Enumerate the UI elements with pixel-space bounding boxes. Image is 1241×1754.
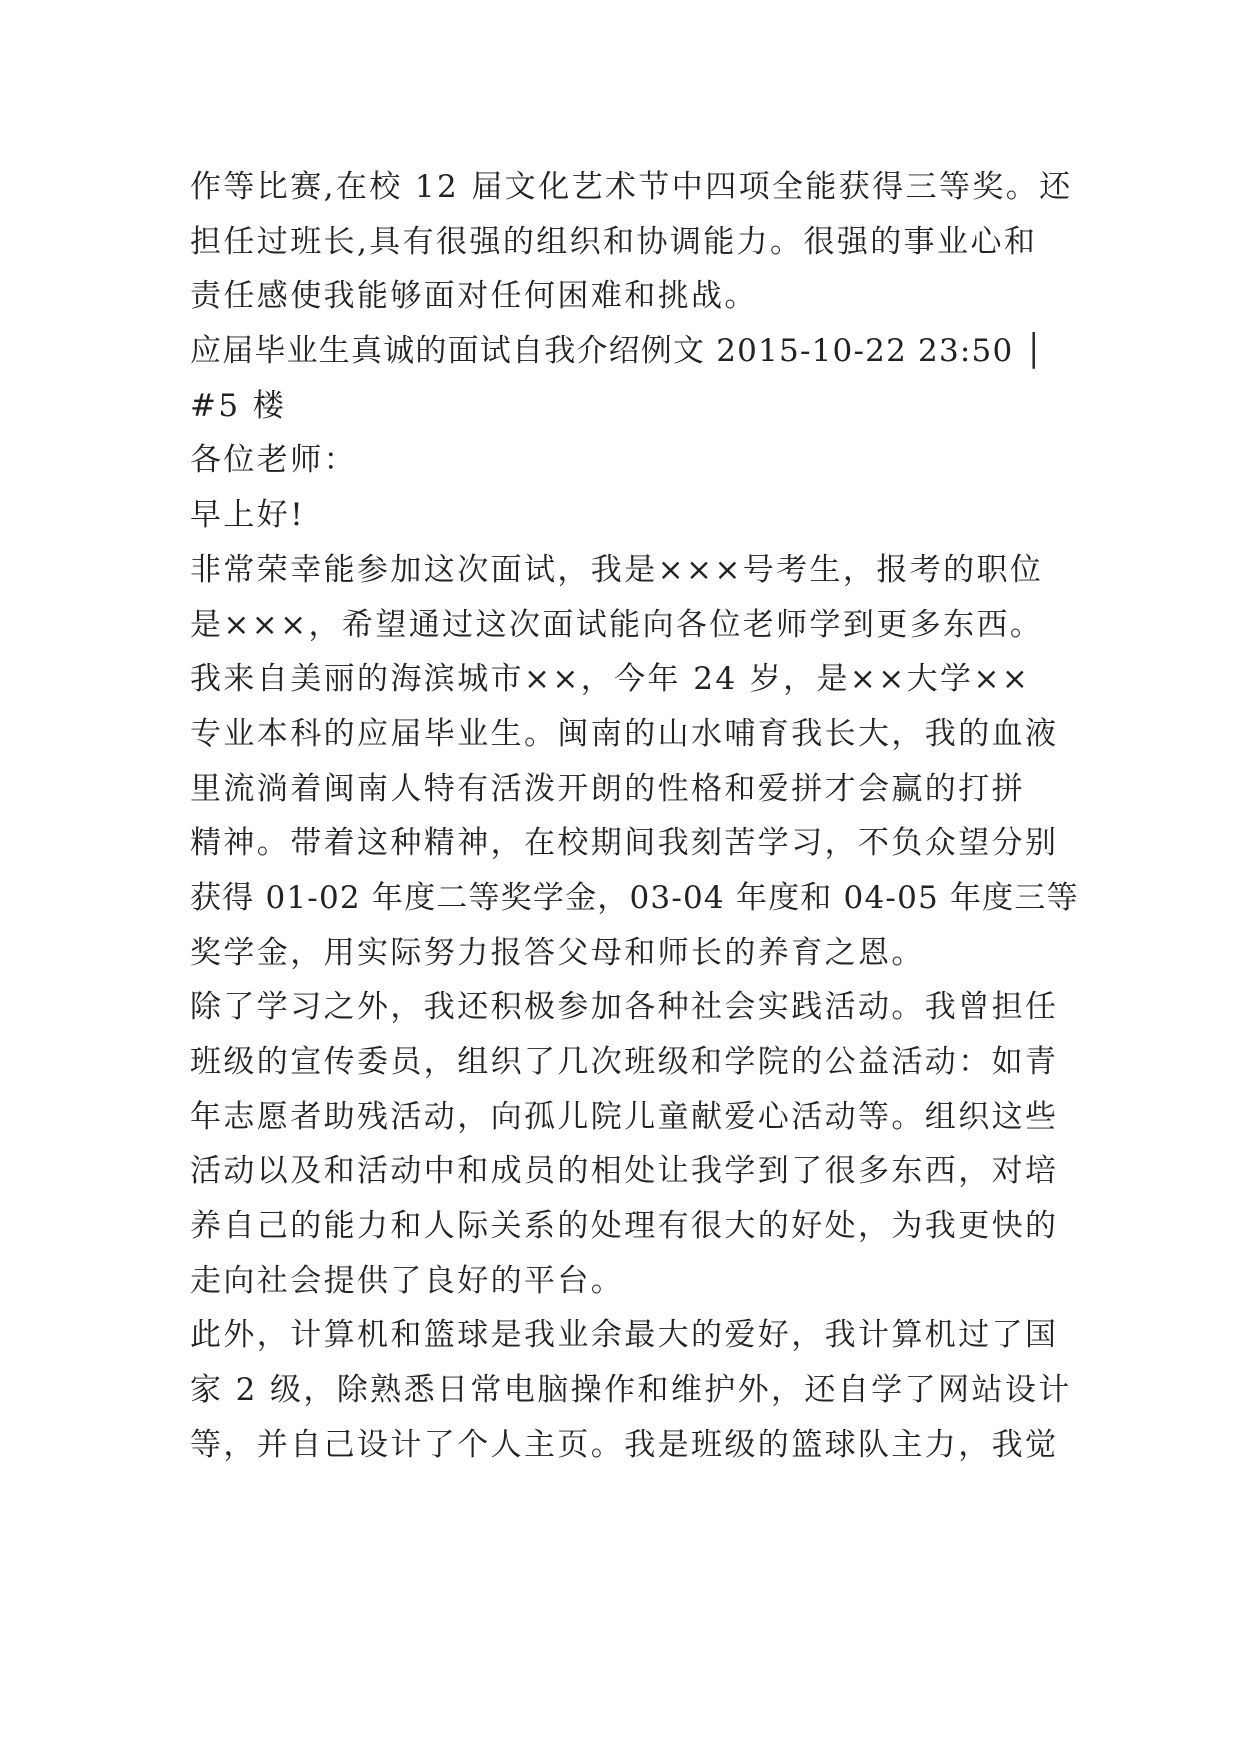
text-line: 获得 01-02 年度二等奖学金，03-04 年度和 04-05 年度三等 [190,879,1079,916]
greeting: 早上好! [190,497,306,534]
text-line: 除了学习之外，我还积极参加各种社会实践活动。我曾担任 [190,989,1059,1026]
text-line: 等，并自己设计了个人主页。我是班级的篮球队主力，我觉 [190,1426,1059,1463]
text-line: 里流淌着闽南人特有活泼开朗的性格和爱拼才会赢的打拼 [190,770,1025,807]
post-title-line: 应届毕业生真诚的面试自我介绍例文 2015-10-22 23:50 │ [190,333,1045,370]
text-line: 非常荣幸能参加这次面试，我是×××号考生，报考的职位 [190,551,1044,588]
text-line: 作等比赛,在校 12 届文化艺术节中四项全能获得三等奖。还 [190,169,1073,205]
text-line: 是×××，希望通过这次面试能向各位老师学到更多东西。 [190,606,1044,643]
text-line: 养自己的能力和人际关系的处理有很大的好处，为我更快的 [190,1208,1059,1245]
text-line: 专业本科的应届毕业生。闽南的山水哺育我长大，我的血液 [190,715,1059,752]
text-line: 家 2 级，除熟悉日常电脑操作和维护外，还自学了网站设计 [190,1372,1072,1409]
text-line: 精神。带着这种精神，在校期间我刻苦学习，不负众望分别 [190,825,1059,862]
document-body [190,160,1079,1473]
text-line: 班级的宣传委员，组织了几次班级和学院的公益活动：如青 [190,1044,1059,1080]
salutation: 各位老师： [190,442,357,479]
text-line: 责任感使我能够面对任何困难和挑战。 [190,278,758,315]
text-line: 走向社会提供了良好的平台。 [190,1262,625,1299]
text-line: 我来自美丽的海滨城市××，今年 24 岁，是××大学×× [190,661,1031,698]
floor-number: #5 楼 [190,387,287,424]
text-line: 此外，计算机和篮球是我业余最大的爱好，我计算机过了国 [190,1317,1059,1354]
text-line: 担任过班长,具有很强的组织和协调能力。很强的事业心和 [190,223,1038,260]
text-line: 奖学金，用实际努力报答父母和师长的养育之恩。 [190,934,925,971]
text-line: 活动以及和活动中和成员的相处让我学到了很多东西，对培 [190,1153,1059,1190]
text-line: 年志愿者助残活动，向孤儿院儿童献爱心活动等。组织这些 [190,1098,1059,1135]
